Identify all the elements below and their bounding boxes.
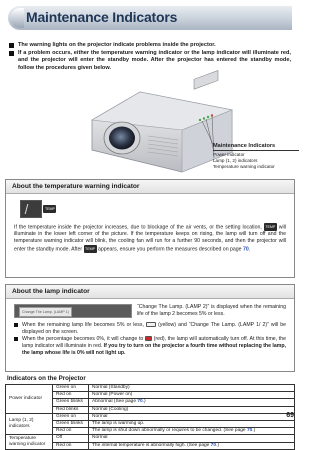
bullet-square-icon	[9, 51, 14, 56]
screen-message: Change The Lamp. (LAMP 1)	[19, 307, 72, 317]
table-row	[6, 413, 295, 420]
table-title: Indicators on the Projector	[7, 375, 86, 382]
page-link[interactable]: 70	[246, 428, 253, 434]
indicator-name-cell: Power indicator	[6, 385, 53, 414]
indicator-state-cell: Green on	[53, 385, 89, 392]
indicator-meaning-cell: Normal	[89, 435, 295, 442]
lamp-screen-image	[14, 304, 132, 318]
indicator-meaning-cell: Normal	[89, 413, 295, 420]
bullet-square-icon	[9, 43, 14, 48]
indicator-state-cell: Red on	[53, 428, 89, 435]
indicator-meaning-cell: The internal temperature is abnormally high. (See page 70.)	[89, 442, 295, 449]
title-decoration	[10, 8, 24, 28]
indicator-state-cell: Off	[53, 435, 89, 442]
lamp-icon	[146, 322, 156, 327]
indicator-state-cell: Green blinks	[53, 399, 89, 406]
page-link[interactable]: 70	[243, 246, 249, 253]
page-link[interactable]: 70	[137, 399, 143, 405]
indicator-meaning-cell: Normal (Cooling)	[89, 406, 295, 413]
intro-bullet: If a problem occurs, either the temperature warning indicator or the lamp indicator will illuminate red, and the projector will enter the standby mode. After the projector has entered the standby mode, follow the procedures given below.	[9, 50, 291, 72]
screen-warning-icon	[20, 200, 42, 218]
indicator-meaning-cell: The lamp is shut down abnormally or requires to be changed. (See page 70.)	[89, 428, 295, 435]
indicator-callout: Maintenance Indicators Power indicator Lamp (1, 2) indicators Temperature warning indicator	[213, 143, 299, 175]
lamp-indicator-section	[5, 284, 295, 372]
page-title: Maintenance Indicators	[26, 9, 178, 25]
intro-bullets	[9, 42, 291, 73]
indicator-meaning-cell: The lamp is warming up.	[89, 421, 295, 428]
indicator-meaning-cell: Abnormal (See page 70.)	[89, 399, 295, 406]
lamp-bullet: When the percentage becomes 0%, it will change to (red), the lamp will automatically turn off. At this time, the lamp indicator will illuminate in red. If you try to turn on the projector a fourth time without replacing the lamp, the lamp whose life is 0% will not light up.	[14, 336, 286, 356]
callout-item: Lamp (1, 2) indicators	[213, 157, 258, 163]
indicator-state-cell: Green blinks	[53, 421, 89, 428]
callout-item: Temperature warning indicator	[213, 163, 275, 169]
indicator-table	[5, 384, 295, 450]
indicator-meaning-cell: Normal (Power on)	[89, 392, 295, 399]
page-number: 69	[286, 412, 294, 419]
temperature-warning-section: About the temperature warning indicator TEMP If the temperature inside the projector increases, due to blockage of the air vents, or the setting location, TEMP will illuminate in the lower left corner of the picture. If the temperature keeps on rising, the lamp will turn off and the temperature warning indicator will blink, the cooling fan will run for a further 90 seconds, and then the projector will enter the standby mode. After TEMP appears, ensure you perform the measures described on page 70.	[5, 179, 295, 278]
intro-bullet: The warning lights on the projector indicate problems inside the projector.	[9, 42, 291, 49]
temperature-section-heading: About the temperature warning indicator	[6, 180, 294, 194]
page-title-bar	[8, 6, 292, 30]
bullet-square-icon	[14, 323, 18, 327]
lamp-description: “Change The Lamp. (LAMP 2)” is displayed when the remaining life of the lamp 2 becomes 5% or less.	[137, 304, 286, 317]
lamp-red-icon	[145, 336, 152, 341]
table-row	[6, 435, 295, 442]
bullet-square-icon	[14, 337, 18, 341]
temp-icon: TEMP	[264, 223, 277, 231]
callout-item: Power indicator	[213, 151, 245, 157]
indicator-state-cell: Green on	[53, 413, 89, 420]
temp-icon: TEMP	[84, 245, 97, 253]
indicator-state-cell: Red blinks	[53, 406, 89, 413]
indicator-state-cell: Red on	[53, 392, 89, 399]
lamp-bullet: When the remaining lamp life becomes 5% or less, (yellow) and “Change The Lamp. (LAMP 1/ 2)” will be displayed on the screen.	[14, 322, 286, 336]
table-row	[6, 385, 295, 392]
indicator-meaning-cell: Normal (Standby)	[89, 385, 295, 392]
lamp-section-heading: About the lamp indicator	[6, 285, 294, 299]
page-link[interactable]: 70	[210, 442, 216, 448]
indicator-name-cell: Temperature warning indicator	[6, 435, 53, 449]
indicator-state-cell: Red on	[53, 442, 89, 449]
temp-icon: TEMP	[43, 205, 56, 213]
indicator-name-cell: Lamp (1, 2) indicators	[6, 413, 53, 435]
